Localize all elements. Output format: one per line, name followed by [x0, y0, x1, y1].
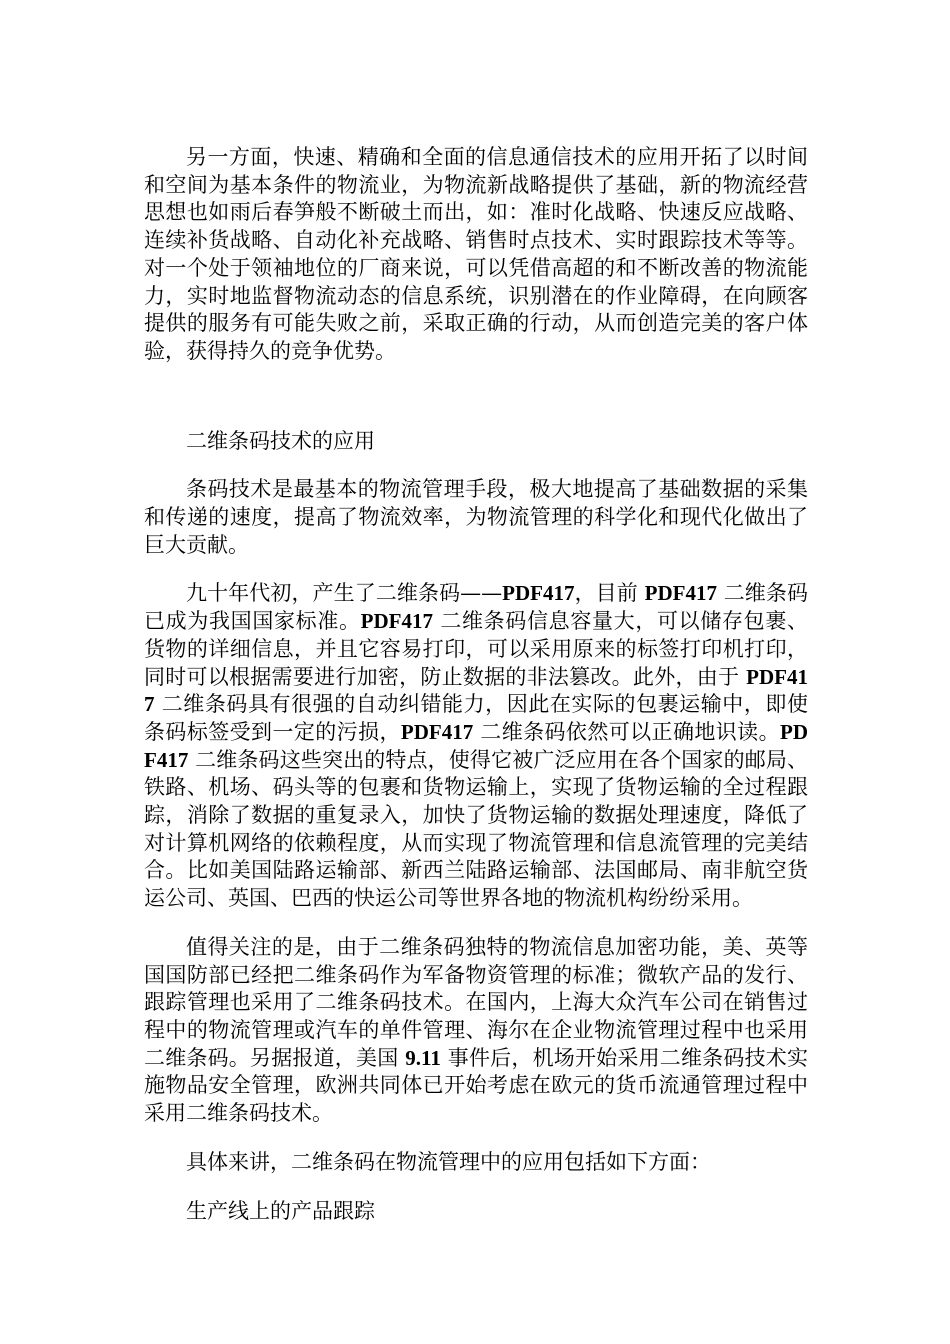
latin-run: PDF417	[144, 664, 808, 717]
paragraph-security-use: 值得关注的是，由于二维条码独特的物流信息加密功能，美、英等国国防部已经把二维条码作为军备物资管理的标准；微软产品的发行、跟踪管理也采用了二维条码技术。在国内，上海大众汽车公司在销售过程中的物流管理或汽车的单件管理、海尔在企业物流管理过程中也采用二维条码。另据报道，美国 9.11 事件后，机场开始采用二维条码技术实施物品安全管理，欧洲共同体已开始考虑在欧元的货币流通管理过程中采用二维条码技术。	[144, 934, 808, 1126]
latin-run: PDF417	[400, 719, 474, 744]
latin-run: PDF417	[502, 581, 575, 606]
paragraph-barcode-basics: 条码技术是最基本的物流管理手段，极大地提高了基础数据的采集和传递的速度，提高了物流效率，为物流管理的科学化和现代化做出了巨大贡献。	[144, 477, 808, 557]
latin-run: 9.11	[405, 1045, 441, 1070]
latin-run: PDF417	[644, 581, 717, 606]
section-heading-product-tracking: 生产线上的产品跟踪	[186, 1198, 375, 1223]
paragraph-pdf417: 九十年代初，产生了二维条码——PDF417，目前 PDF417 二维条码已成为我国国家标准。PDF417 二维条码信息容量大，可以储存包裹、货物的详细信息，并且它容易打印，可以采用原来的标签打印机打印，同时可以根据需要进行加密，防止数据的非法篡改。此外，由于 PDF417 二维条码具有很强的自动纠错能力，因此在实际的包裹运输中，即使条码标签受到一定的污损，PDF417 二维条码依然可以正确地识读。PDF417 二维条码这些突出的特点，使得它被广泛应用在各个国家的邮局、铁路、机场、码头等的包裹和货物运输上，实现了货物运输的全过程跟踪，消除了数据的重复录入，加快了货物运输的数据处理速度，降低了对计算机网络的依赖程度，从而实现了物流管理和信息流管理的完美结合。比如美国陆路运输部、新西兰陆路运输部、法国邮局、南非航空货运公司、英国、巴西的快运公司等世界各地的物流机构纷纷采用。	[144, 581, 808, 911]
latin-run: PDF417	[144, 719, 808, 772]
section-heading-2d-barcode: 二维条码技术的应用	[186, 428, 375, 453]
paragraph-intro: 另一方面，快速、精确和全面的信息通信技术的应用开拓了以时间和空间为基本条件的物流业，为物流新战略提供了基础，新的物流经营思想也如雨后春笋般不断破土而出，如：准时化战略、快速反应战略、连续补货战略、自动化补充战略、销售时点技术、实时跟踪技术等等。对一个处于领袖地位的厂商来说，可以凭借高超的和不断改善的物流能力，实时地监督物流动态的信息系统，识别潜在的作业障碍，在向顾客提供的服务有可能失败之前，采取正确的行动，从而创造完美的客户体验，获得持久的竞争优势。	[144, 145, 808, 363]
paragraph-applications-intro: 具体来讲，二维条码在物流管理中的应用包括如下方面：	[186, 1149, 711, 1174]
document-body	[144, 144, 808, 1225]
latin-run: PDF417	[360, 609, 433, 634]
